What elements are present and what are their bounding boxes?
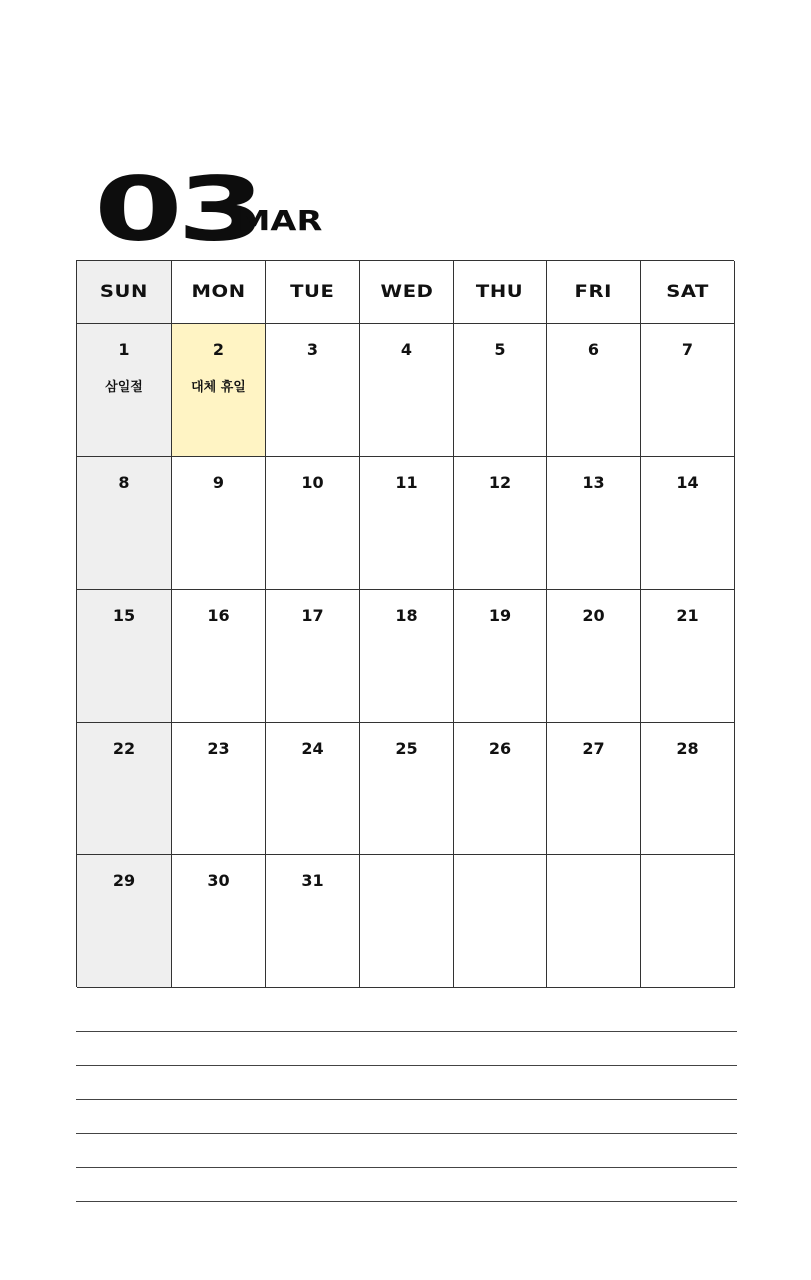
day-cell-27 [547, 723, 641, 855]
day-cell-11 [360, 457, 454, 590]
weekday-mon: MON [172, 261, 266, 324]
day-number: 2 [212, 340, 225, 359]
day-number: 16 [207, 606, 230, 625]
note-line [76, 1167, 737, 1168]
day-cell-20 [547, 590, 641, 723]
day-number: 8 [118, 473, 130, 492]
empty-day-cell [360, 855, 454, 988]
day-number: 30 [207, 871, 230, 890]
day-cell-12 [454, 457, 547, 590]
day-cell-18 [360, 590, 454, 723]
day-cell-22 [77, 723, 172, 855]
day-cell-21 [641, 590, 735, 723]
weekday-thu: THU [454, 261, 547, 324]
day-number: 17 [301, 606, 324, 625]
day-number: 26 [488, 739, 512, 758]
day-number: 10 [301, 473, 324, 492]
calendar-grid [76, 260, 734, 987]
day-cell-14 [641, 457, 735, 590]
empty-day-cell [547, 855, 641, 988]
day-cell-1 [77, 324, 172, 457]
day-number: 23 [207, 739, 230, 758]
day-number: 6 [587, 340, 600, 359]
day-number: 31 [301, 871, 324, 890]
day-cell-29 [77, 855, 172, 988]
day-cell-9 [172, 457, 266, 590]
day-cell-2 [172, 324, 266, 457]
day-cell-17 [266, 590, 360, 723]
day-number: 13 [582, 473, 605, 492]
day-cell-4 [360, 324, 454, 457]
day-number: 28 [676, 739, 699, 758]
day-cell-19 [454, 590, 547, 723]
month-number: 03 [94, 158, 260, 261]
day-number: 19 [488, 606, 512, 625]
day-cell-13 [547, 457, 641, 590]
day-cell-30 [172, 855, 266, 988]
weekday-fri: FRI [547, 261, 641, 324]
day-number: 7 [681, 340, 694, 359]
empty-day-cell [641, 855, 735, 988]
day-number: 4 [400, 340, 413, 359]
note-line [76, 1065, 737, 1066]
day-number: 3 [306, 340, 319, 359]
day-cell-7 [641, 324, 735, 457]
day-number: 27 [582, 739, 605, 758]
day-cell-10 [266, 457, 360, 590]
day-cell-25 [360, 723, 454, 855]
holiday-label: 삼일절 [105, 380, 143, 395]
weekday-tue: TUE [266, 261, 360, 324]
notes-area [76, 1031, 737, 1235]
day-cell-5 [454, 324, 547, 457]
day-cell-31 [266, 855, 360, 988]
day-number: 25 [395, 739, 418, 758]
day-cell-8 [77, 457, 172, 590]
weekday-sun: SUN [77, 261, 172, 324]
day-number: 21 [676, 606, 699, 625]
day-cell-15 [77, 590, 172, 723]
weekday-wed: WED [360, 261, 454, 324]
day-cell-24 [266, 723, 360, 855]
day-cell-28 [641, 723, 735, 855]
day-number: 11 [395, 473, 418, 492]
note-line [76, 1099, 737, 1100]
day-cell-23 [172, 723, 266, 855]
day-number: 24 [301, 739, 324, 758]
day-number: 15 [112, 606, 136, 625]
month-name: MAR [237, 204, 323, 237]
day-number: 9 [212, 473, 225, 492]
day-cell-3 [266, 324, 360, 457]
day-number: 1 [118, 340, 130, 359]
note-line [76, 1201, 737, 1202]
weekday-sat: SAT [641, 261, 735, 324]
day-cell-6 [547, 324, 641, 457]
day-cell-16 [172, 590, 266, 723]
day-number: 29 [112, 871, 136, 890]
day-number: 18 [395, 606, 418, 625]
day-number: 20 [582, 606, 605, 625]
day-number: 12 [488, 473, 512, 492]
empty-day-cell [454, 855, 547, 988]
holiday-label: 대체 휴일 [191, 380, 246, 395]
note-line [76, 1031, 737, 1032]
day-cell-26 [454, 723, 547, 855]
day-number: 22 [112, 739, 136, 758]
note-line [76, 1133, 737, 1134]
day-number: 5 [494, 340, 506, 359]
day-number: 14 [676, 473, 699, 492]
